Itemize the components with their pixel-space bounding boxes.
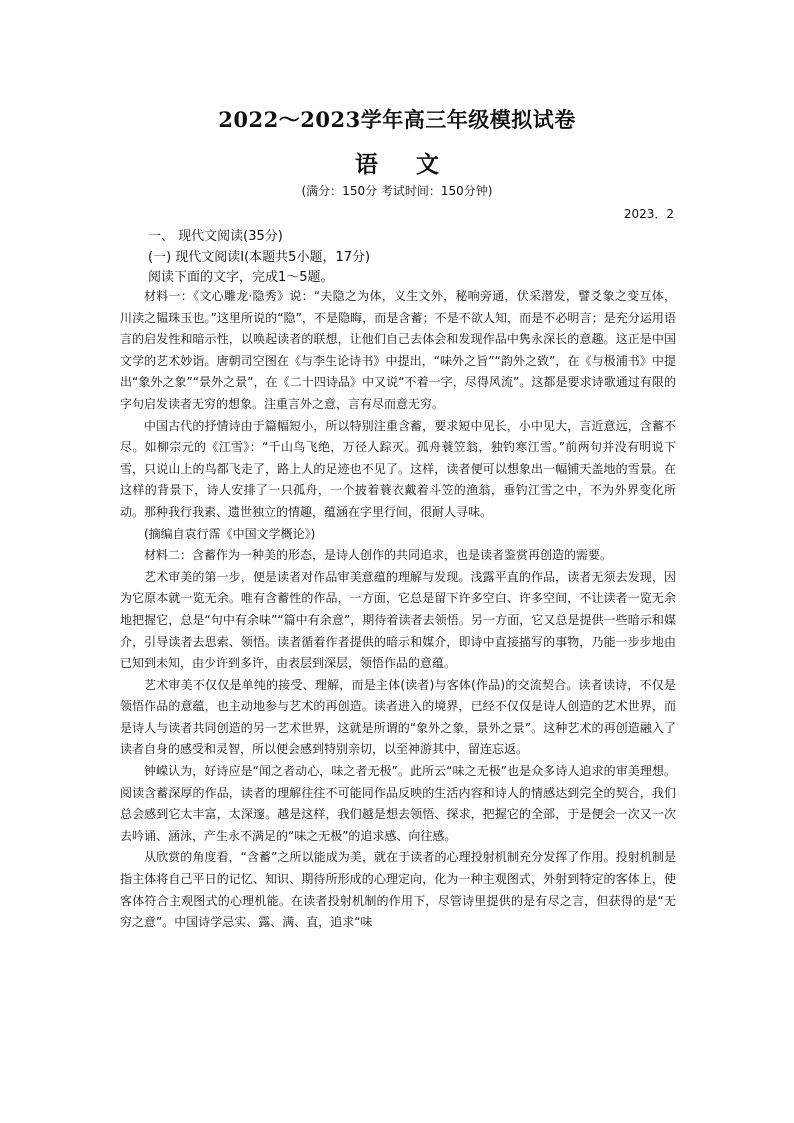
subsection-heading: (一) 现代文阅读Ⅰ(本题共5小题，17分) <box>148 250 371 265</box>
exam-date: 2023．2 <box>623 207 674 221</box>
passage-paragraph: 钟嵘认为，好诗应是“闻之者动心，味之者无极”。此所云“味之无极”也是众多诗人追求的审美理想。阅读含蓄深厚的作品，读者的理解往往不可能同作品反映的生活内容和诗人的情感达到完全的契合，我们总会感到它太丰富，太深邃。越是这样，我们越是想去领悟、探求，把握它的全部，于是便会一次又一次去吟诵、涵泳，产生永不满足的“味之无极”的追求感、向往感。 <box>120 764 676 843</box>
passage-paragraph: 材料二：含蓄作为一种美的形态，是诗人创作的共同追求，也是读者鉴赏再创造的需要。 <box>144 548 613 563</box>
reading-instruction: 阅读下面的文字，完成1～5题。 <box>148 270 334 285</box>
subject-char-2: 文 <box>416 151 439 178</box>
exam-info: (满分：150分 考试时间：150分钟) <box>301 184 493 198</box>
passage-paragraph: 艺术审美不仅仅是单纯的接受、理解，而是主体(读者)与客体(作品)的交流契合。读者读诗，不仅是领悟作品的意蕴，也主动地参与艺术的再创造。读者进入的境界，已经不仅仅是诗人创造的艺术世界，而是诗人与读者共同创造的另一艺术世界，这就是所谓的“象外之象，景外之景”。这种艺术的再创造融入了读者自身的感受和灵智，所以便会感到特别亲切，以至神游其中，留连忘返。 <box>120 677 676 757</box>
exam-title: 2022～2023学年高三年级模拟试卷 <box>218 107 576 132</box>
passage-paragraph: 材料一：《文心雕龙·隐秀》说：“夫隐之为体，义生文外，秘响旁通，伏采潜发，譬爻象之变互体，川渎之韫珠玉也。”这里所说的“隐”，不是隐晦，而是含蓄；不是不欲人知，而是不必明言；是充分运用语言的启发性和暗示性，以唤起读者的联想，让他们自己去体会和发现作品中隽永深长的意趣。这正是中国文学的艺术妙诣。唐朝司空图在《与李生论诗书》中提出，“味外之旨”“韵外之致”，在《与极浦书》中提出“象外之象”“景外之景”，在《二十四诗品》中又说“不着一字，尽得风流”。这都是要求诗歌通过有限的字句启发读者无穷的想象。注重言外之意，言有尽而意无穷。 <box>120 289 676 411</box>
passage-source: (摘编自袁行霈《中国文学概论》) <box>144 526 316 541</box>
passage-paragraph: 从欣赏的角度看，“含蓄”之所以能成为美，就在于读者的心理投射机制充分发挥了作用。投射机制是指主体将自己平日的记忆、知识、期待所形成的心理定向，化为一种主观图式，外射到特定的客体上，使客体符合主观图式的心理机能。在读者投射机制的作用下，尽管诗里提供的是有尽之言，但获得的是“无穷之意”。中国诗学忌实、露、满、直，追求“味 <box>120 850 676 930</box>
subject-heading <box>0 146 794 179</box>
section-heading: 一、 现代文阅读(35分) <box>148 229 283 244</box>
reading-passage <box>120 286 676 934</box>
passage-paragraph: 艺术审美的第一步，便是读者对作品审美意蕴的理解与发现。浅露平直的作品，读者无须去发现，因为它原本就一览无余。唯有含蓄性的作品，一方面，它总是留下许多空白、许多空间，不让读者一览无余地把握它，总是“句中有余味”“篇中有余意”，期待着读者去领悟。另一方面，它又总是提供一些暗示和媒介，引导读者去思索、领悟。读者循着作者提供的暗示和媒介，即诗中直接描写的事物，乃能一步步地由已知到未知，由少许到多许，由表层到深层，领悟作品的意蕴。 <box>120 569 676 671</box>
passage-paragraph: 中国古代的抒情诗由于篇幅短小，所以特别注重含蓄，要求短中见长，小中见大，言近意远，含蓄不尽。如柳宗元的《江雪》：“千山鸟飞绝，万径人踪灭。孤舟蓑笠翁，独钓寒江雪。”前两句并没有明说下雪，只说山上的鸟都飞走了，路上人的足迹也不见了。这样，读者便可以想象出一幅铺天盖地的雪景。在这样的背景下，诗人安排了一只孤舟，一个披着蓑衣戴着斗笠的渔翁，垂钓江雪之中，不为外界变化所动。那种我行我素、遗世独立的情趣，蕴涵在字里行间，很耐人寻味。 <box>120 418 676 519</box>
subject-char-1: 语 <box>355 151 378 178</box>
